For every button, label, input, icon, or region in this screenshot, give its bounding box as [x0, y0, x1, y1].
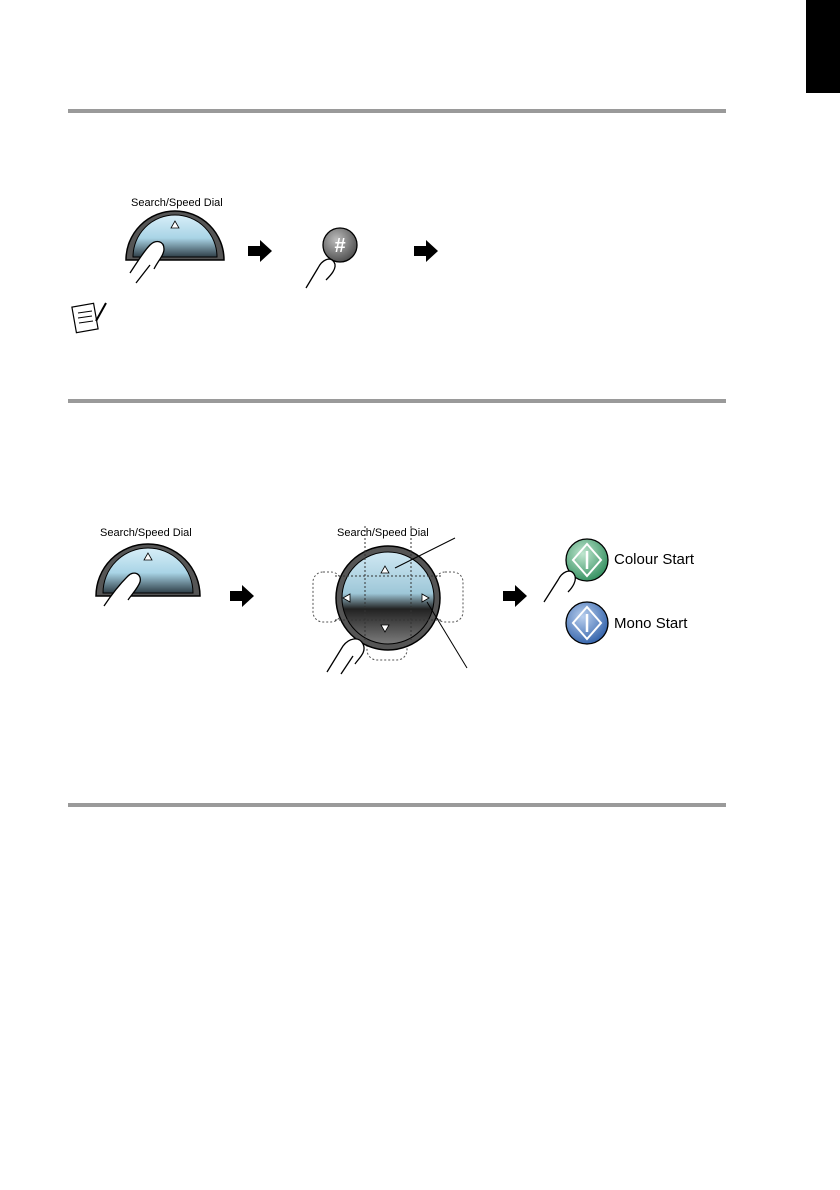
- chapter-tab: [806, 0, 840, 93]
- search-speed-dial-label: Search/Speed Dial: [131, 197, 223, 209]
- section-rule-2: [68, 399, 726, 403]
- hash-key-button[interactable]: [300, 222, 360, 292]
- section-rule-1: [68, 109, 726, 113]
- search-speed-dial-label: Search/Speed Dial: [100, 527, 192, 539]
- search-speed-dial-button[interactable]: [90, 538, 210, 610]
- arrow-right-icon: [414, 240, 440, 262]
- section-rule-3: [68, 803, 726, 807]
- colour-start-button[interactable]: [540, 536, 612, 604]
- note-icon: [70, 299, 110, 335]
- arrow-right-icon: [230, 585, 256, 607]
- search-speed-dial-button[interactable]: [120, 205, 230, 285]
- search-speed-dial-label: Search/Speed Dial: [337, 527, 429, 539]
- mono-start-button[interactable]: [564, 600, 614, 648]
- colour-start-label: Colour Start: [614, 551, 695, 568]
- arrow-right-icon: [503, 585, 529, 607]
- arrow-right-icon: [248, 240, 274, 262]
- navigation-dial[interactable]: [305, 520, 475, 675]
- hash-symbol: #: [334, 235, 346, 257]
- mono-start-label: Mono Start: [614, 615, 688, 632]
